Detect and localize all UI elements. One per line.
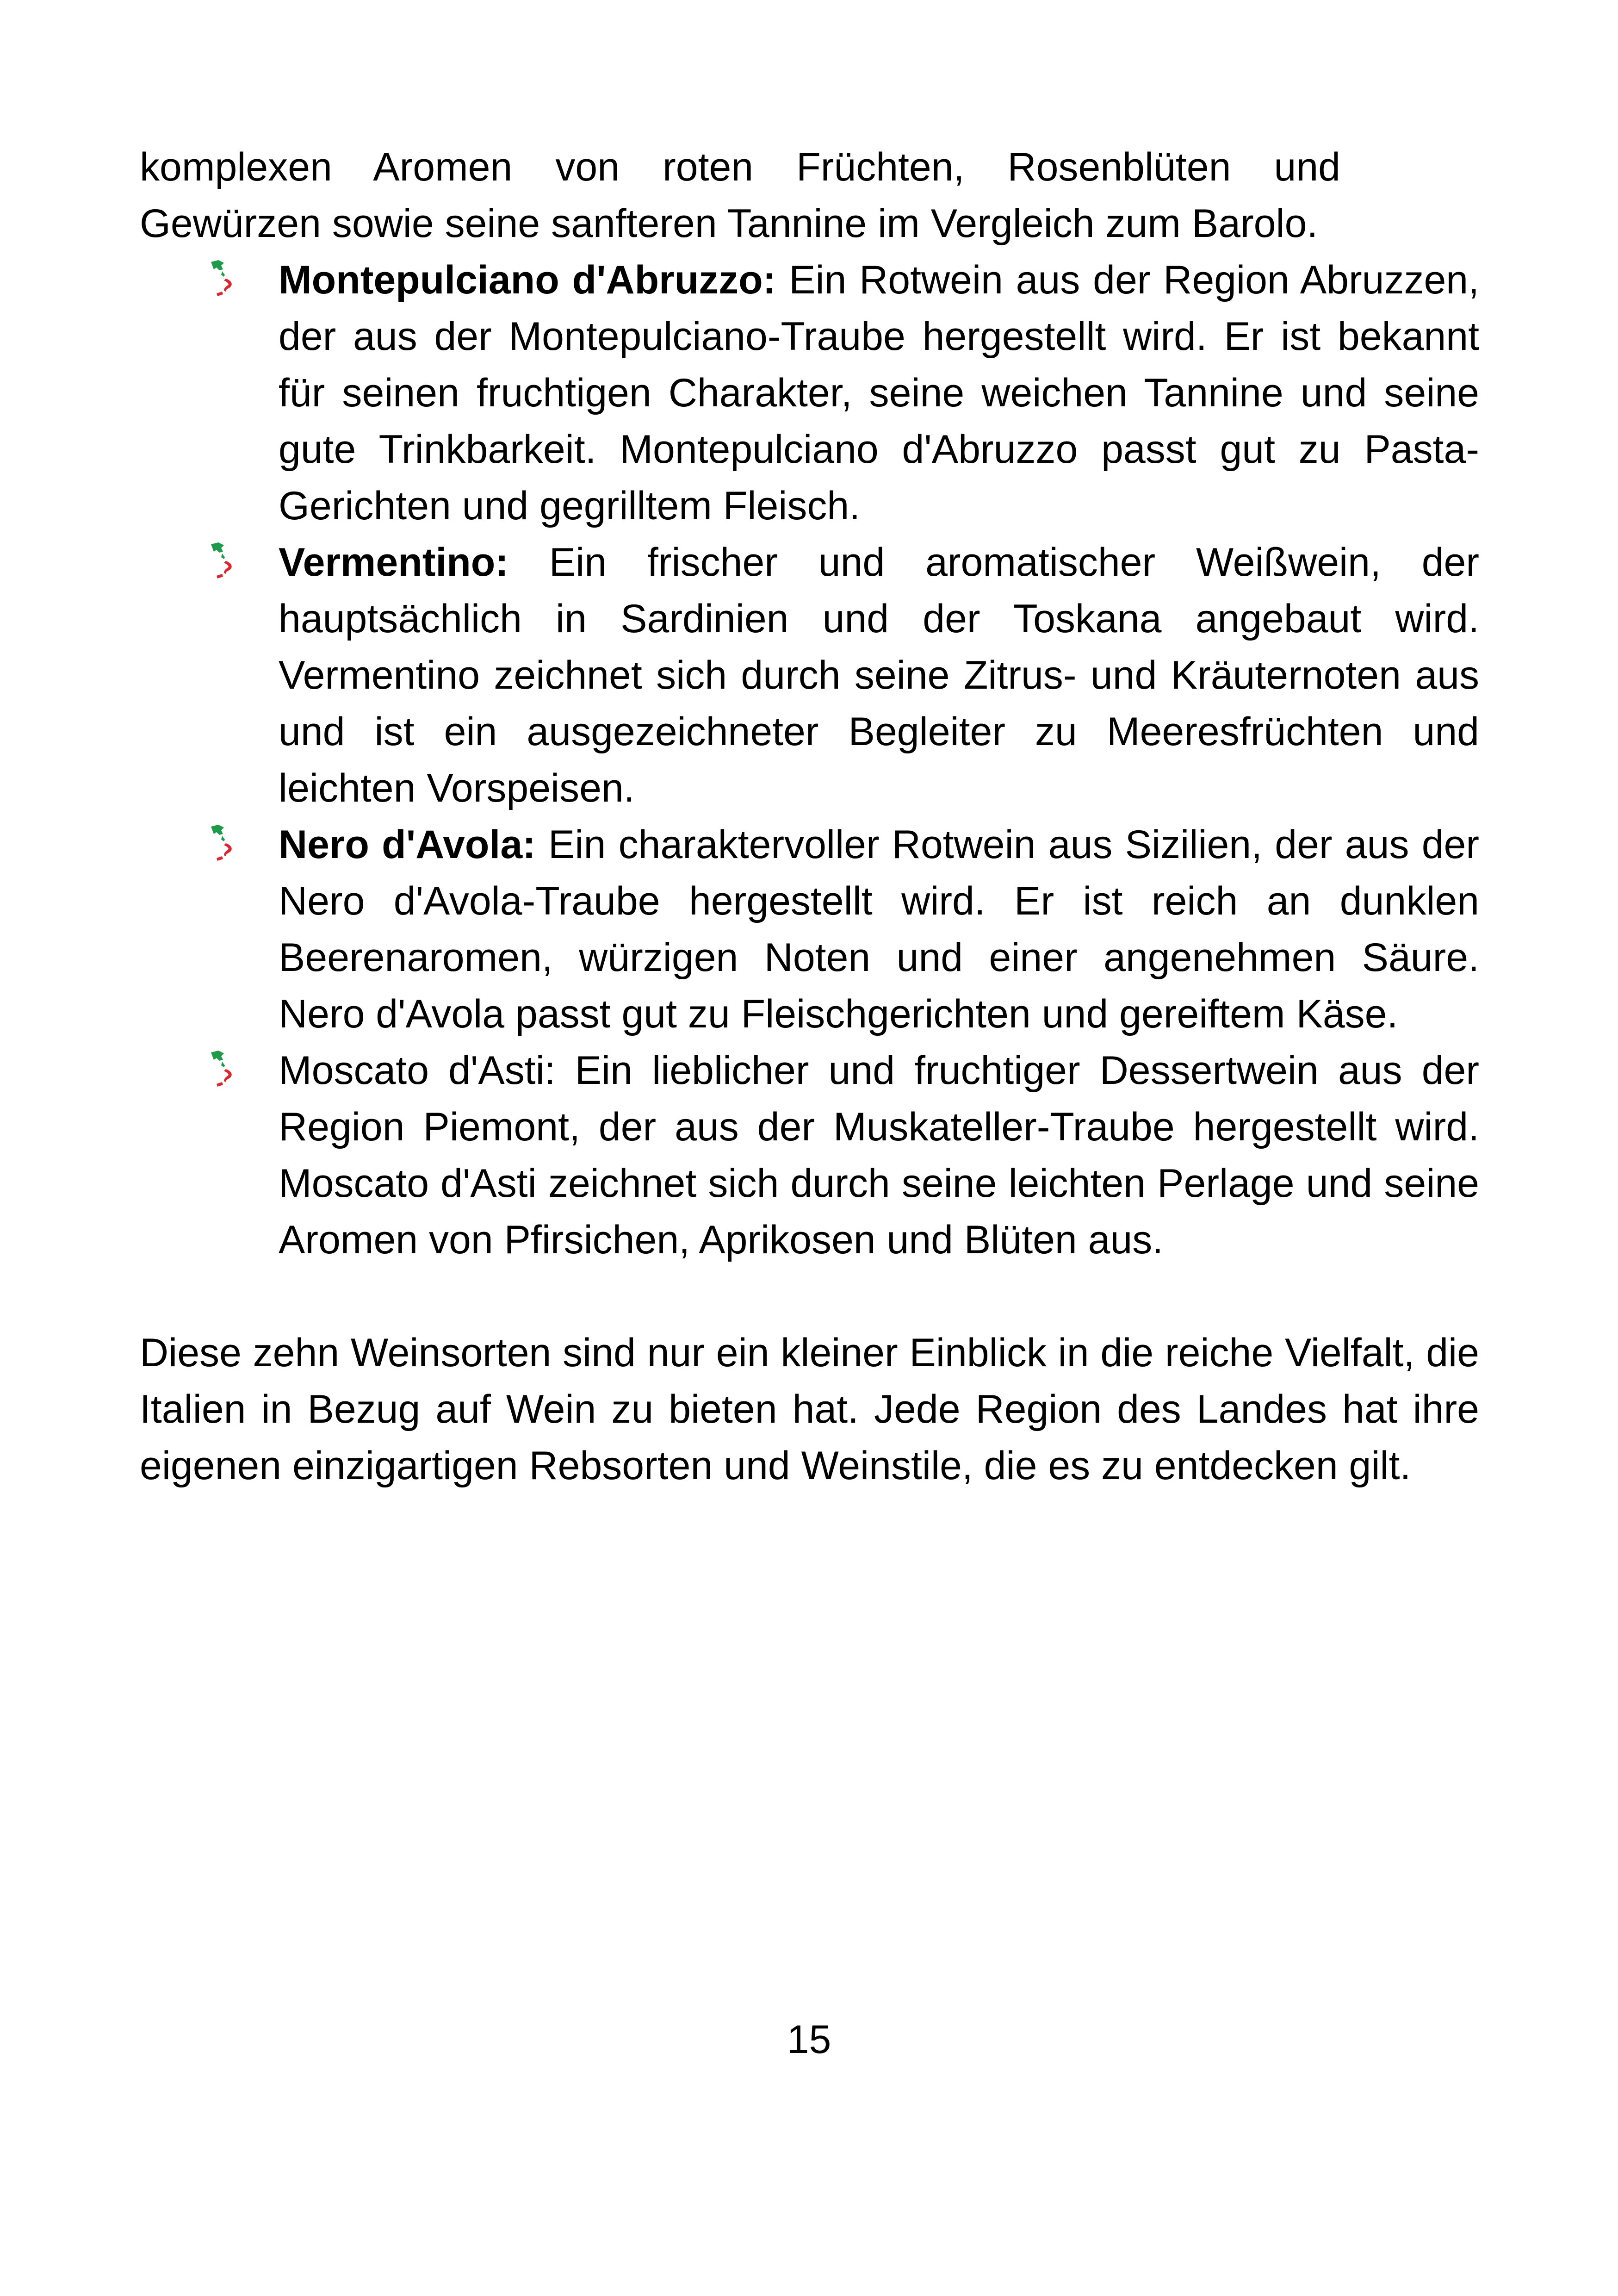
page-number: 15 bbox=[787, 2017, 831, 2062]
wine-list-item bbox=[279, 816, 1479, 1042]
closing-paragraph: Diese zehn Weinsorten sind nur ein kleiner Einblick in die reiche Vielfalt, die Italien in Bezug auf Wein zu bieten hat. Jede Region des Landes hat ihre eigenen einzigartigen Rebsorten und Weinstile, die es zu entdecken gilt. bbox=[140, 1331, 1479, 1488]
wine-description: Ein Rotwein aus der Region Abruzzen, der aus der Montepulciano-Traube hergestellt wird. Er ist bekannt für seinen fruchtigen Charakter, seine weichen Tannine und seine gute Trinkbarkeit. Montepulciano d'Abruzzo passt gut zu Pasta-Gerichten und gegrilltem Fleisch. bbox=[279, 258, 1479, 528]
wine-description: Ein frischer und aromatischer Weißwein, der hauptsächlich in Sardinien und der Toskana angebaut wird. Vermentino zeichnet sich durch seine Zitrus- und Kräuternoten aus und ist ein ausgezeichneter Begleiter zu Meeresfrüchten und leichten Vorspeisen. bbox=[279, 540, 1479, 810]
page-content bbox=[140, 139, 1479, 1494]
continuation-paragraph: komplexen Aromen von roten Früchten, Rosenblüten und Gewürzen sowie seine sanfteren Tannine im Vergleich zum Barolo. bbox=[140, 145, 1340, 246]
wine-name: Vermentino: bbox=[279, 540, 508, 585]
italy-map-icon bbox=[205, 1049, 242, 1090]
wine-description: Ein charaktervoller Rotwein aus Sizilien, der aus der Nero d'Avola-Traube hergestellt wird. Er ist reich an dunklen Beerenaromen, würzigen Noten und einer angenehmen Säure. Nero d'Avola passt gut zu Fleischgerichten und gereiftem Käse. bbox=[279, 822, 1479, 1036]
wine-name: Moscato d'Asti: bbox=[279, 1048, 556, 1093]
wine-list-item bbox=[279, 252, 1479, 534]
wine-description: Ein lieblicher und fruchtiger Dessertwein aus der Region Piemont, der aus der Muskateller-Traube hergestellt wird. Moscato d'Asti zeichnet sich durch seine leichten Perlage und seine Aromen von Pfirsichen, Aprikosen und Blüten aus. bbox=[279, 1048, 1479, 1262]
italy-map-icon bbox=[205, 823, 242, 865]
wine-name: Montepulciano d'Abruzzo: bbox=[279, 258, 776, 302]
wine-list-item bbox=[279, 1042, 1479, 1268]
wine-list bbox=[140, 252, 1479, 1268]
italy-map-icon bbox=[205, 541, 242, 582]
wine-list-item bbox=[279, 534, 1479, 816]
italy-map-icon bbox=[205, 258, 242, 300]
wine-name: Nero d'Avola: bbox=[279, 822, 536, 867]
